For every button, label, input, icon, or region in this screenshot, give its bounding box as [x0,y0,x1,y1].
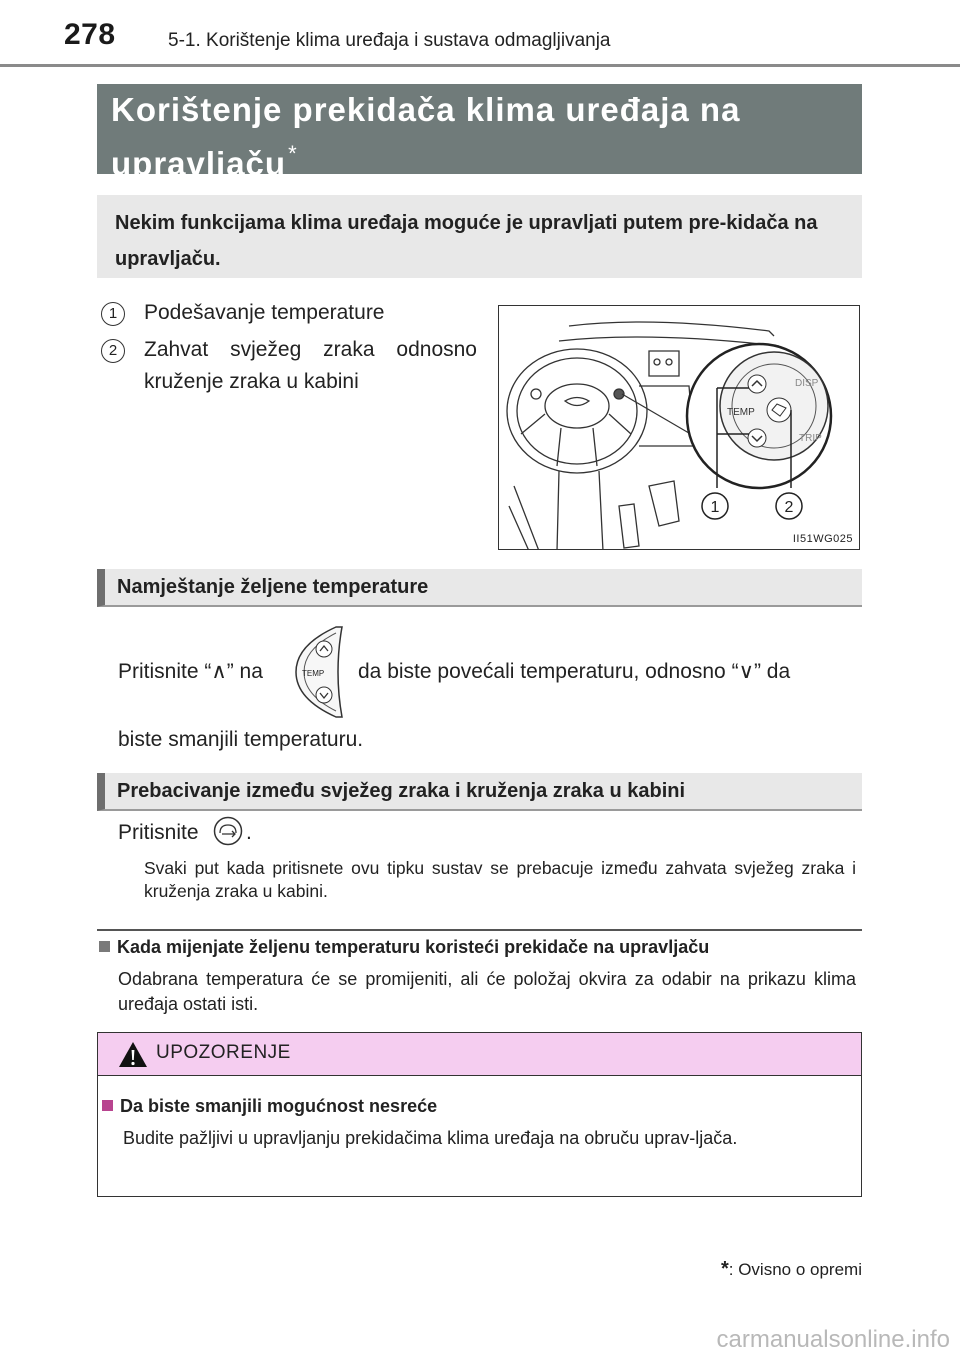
disp-label: DISP [795,378,819,389]
figure-code: II51WG025 [792,533,853,545]
steering-switch-figure [498,305,860,550]
air-press-end: . [246,821,252,844]
page-title-text: Korištenje prekidača klima uređaja na upravljaču [111,91,741,182]
up-arrow-symbol: ∧ [211,660,227,683]
warning-header [98,1033,861,1076]
callout-text-2: Zahvat svježeg zraka odnosno kruženje zraka u kabini [144,338,477,393]
watermark: carmanualsonline.info [716,1326,950,1353]
section-heading-temperature: Namještanje željene temperature [97,569,862,607]
square-bullet-icon [99,941,110,952]
section-heading-air-mode: Prebacivanje između svježeg zraka i kruženja zraka u kabini [97,773,862,811]
air-recirculation-icon [213,816,243,846]
warning-heading: Da biste smanjili mogućnost nesreće [102,1096,437,1117]
warning-text: Budite pažljivi u upravljanju prekidačima klima uređaja na obruču uprav-ljača. [123,1128,738,1148]
temp-label: TEMP [727,407,755,418]
warning-triangle-icon [118,1041,148,1068]
air-note: Svaki put kada pritisnete ovu tipku sustav se prebacuje između zahvata svježeg zraka i kruženja zraka u kabini. [144,858,856,901]
air-press-text: Pritisnite [118,821,199,844]
info-text: Odabrana temperatura će se promijeniti, ali će položaj okvira za odabir na prikazu klima uređaja ostati isti. [118,969,856,1014]
temp-switch-icon [292,625,348,719]
temperature-instruction-line2: biste smanjili temperaturu. [118,728,364,751]
figure-callout-1: 1 [710,499,720,516]
footnote-marker: * [720,1258,729,1280]
running-head: 5-1. Korištenje klima uređaja i sustava odmagljivanja [168,30,611,51]
warning-box [97,1032,862,1197]
figure-callout-2: 2 [784,499,794,516]
header-rule [0,64,960,67]
intro-box: Nekim funkcijama klima uređaja moguće je upravljati putem pre-kidača na upravljaču. [97,195,862,278]
square-bullet-icon [102,1100,113,1111]
callout-number-1: 1 [101,302,125,326]
page-title [97,84,862,182]
callout-number-2: 2 [101,339,125,363]
callout-text-1: Podešavanje temperature [144,301,385,324]
equipment-marker: * [288,141,298,166]
divider [97,929,862,931]
temperature-instruction-start: Pritisnite “∧” na [118,660,263,683]
page-number: 278 [64,18,116,51]
warning-title: UPOZORENJE [156,1042,291,1063]
temp-icon-label: TEMP [302,669,325,678]
footnote: *: Ovisno o opremi [720,1258,862,1280]
steering-wheel-illustration [499,306,860,550]
info-heading: Kada mijenjate željenu temperaturu koristeći prekidače na upravljaču [99,937,709,958]
trip-label: TRIP [799,433,822,444]
down-arrow-symbol: ∨ [738,660,754,683]
temperature-instruction-end: da biste povećali temperaturu, odnosno “∨” da [358,660,791,683]
